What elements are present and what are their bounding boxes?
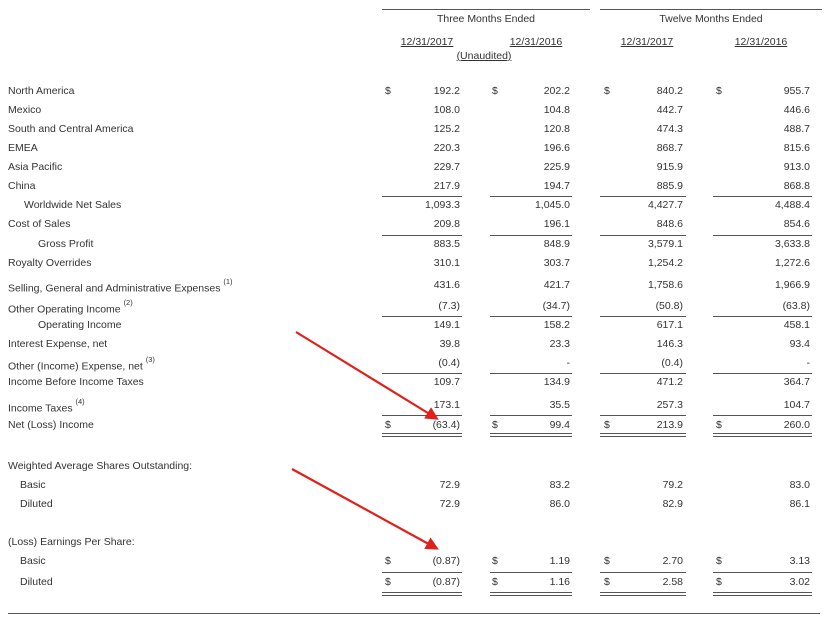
twelve-months-header: Twelve Months Ended xyxy=(659,13,763,25)
value-q4-2016: 1.19 xyxy=(549,555,570,567)
value-fy-2016: 1,966.9 xyxy=(774,279,810,291)
row-label-text: Income Before Income Taxes xyxy=(8,376,144,388)
row-label-text: Interest Expense, net xyxy=(8,338,108,350)
row-label-text: South and Central America xyxy=(8,123,134,135)
value-fy-2017: 82.9 xyxy=(662,498,683,510)
value-fy-2016: 86.1 xyxy=(789,498,810,510)
currency-symbol: $ xyxy=(716,419,722,431)
value-fy-2016: 104.7 xyxy=(783,399,810,411)
value-fy-2017: 915.9 xyxy=(656,161,683,173)
value-fy-2016: 3.02 xyxy=(789,576,810,588)
value-fy-2016: 868.8 xyxy=(783,180,810,192)
three-months-header: Three Months Ended xyxy=(436,13,536,25)
value-q4-2016: 83.2 xyxy=(549,479,570,491)
value-fy-2016: 815.6 xyxy=(783,142,810,154)
red-arrow-net-loss xyxy=(296,332,436,418)
value-q4-2017: 229.7 xyxy=(433,161,460,173)
row-label-text: Diluted xyxy=(20,576,53,588)
value-fy-2017: 4,427.7 xyxy=(647,199,683,211)
value-q4-2017: 173.1 xyxy=(433,399,460,411)
value-fy-2017: 442.7 xyxy=(656,104,683,116)
row-label-text: Diluted xyxy=(20,498,53,510)
value-q4-2017: (0.87) xyxy=(432,555,460,567)
value-fy-2016: 955.7 xyxy=(783,85,810,97)
row-label-text: Gross Profit xyxy=(38,238,94,250)
value-q4-2017: 109.7 xyxy=(433,376,460,388)
value-q4-2016: - xyxy=(566,357,570,369)
value-fy-2016: 3.13 xyxy=(789,555,810,567)
row-label-text: Mexico xyxy=(8,104,42,116)
value-fy-2017: 848.6 xyxy=(656,218,683,230)
value-q4-2016: 1.16 xyxy=(549,576,570,588)
date-header-1: 12/31/2017 xyxy=(400,36,454,48)
value-fy-2017: (0.4) xyxy=(661,357,683,369)
currency-symbol: $ xyxy=(385,419,391,431)
value-q4-2016: 225.9 xyxy=(543,161,570,173)
date-header-3: 12/31/2017 xyxy=(620,36,674,48)
row-label-text: Other (Income) Expense, net xyxy=(8,360,143,373)
currency-symbol: $ xyxy=(492,576,498,588)
value-q4-2016: 158.2 xyxy=(543,319,570,331)
date-header-2: 12/31/2016 xyxy=(509,36,563,48)
currency-symbol: $ xyxy=(604,576,610,588)
value-fy-2016: 913.0 xyxy=(783,161,810,173)
currency-symbol: $ xyxy=(716,555,722,567)
value-fy-2017: 474.3 xyxy=(656,123,683,135)
value-q4-2017: (0.4) xyxy=(438,357,460,369)
row-label-text: North America xyxy=(8,85,75,97)
value-q4-2016: 194.7 xyxy=(543,180,570,192)
value-fy-2017: 2.70 xyxy=(662,555,683,567)
value-fy-2016: 4,488.4 xyxy=(774,199,810,211)
row-label-text: Other Operating Income xyxy=(8,303,121,316)
unaudited-label: (Unaudited) xyxy=(456,50,512,62)
currency-symbol: $ xyxy=(385,85,391,97)
value-fy-2016: 364.7 xyxy=(783,376,810,388)
row-label-text: Royalty Overrides xyxy=(8,257,92,269)
value-q4-2016: 104.8 xyxy=(543,104,570,116)
value-q4-2016: 303.7 xyxy=(543,257,570,269)
value-fy-2016: (63.8) xyxy=(782,300,810,312)
value-q4-2017: (0.87) xyxy=(432,576,460,588)
value-q4-2016: 99.4 xyxy=(549,419,570,431)
value-fy-2016: 446.6 xyxy=(783,104,810,116)
currency-symbol: $ xyxy=(385,576,391,588)
value-q4-2016: 848.9 xyxy=(543,238,570,250)
row-label-text: (Loss) Earnings Per Share: xyxy=(8,536,135,548)
value-q4-2017: 108.0 xyxy=(433,104,460,116)
value-fy-2017: 146.3 xyxy=(656,338,683,350)
currency-symbol: $ xyxy=(716,576,722,588)
value-q4-2017: 1,093.3 xyxy=(424,199,460,211)
currency-symbol: $ xyxy=(492,419,498,431)
value-q4-2016: 35.5 xyxy=(549,399,570,411)
value-q4-2016: 202.2 xyxy=(543,85,570,97)
value-q4-2016: 196.1 xyxy=(543,218,570,230)
row-label-text: Income Taxes xyxy=(8,402,73,415)
row-label-text: Worldwide Net Sales xyxy=(24,199,122,211)
currency-symbol: $ xyxy=(604,555,610,567)
value-fy-2017: 257.3 xyxy=(656,399,683,411)
value-fy-2016: 260.0 xyxy=(783,419,810,431)
value-fy-2017: 3,579.1 xyxy=(647,238,683,250)
value-fy-2017: 617.1 xyxy=(656,319,683,331)
value-q4-2017: 192.2 xyxy=(433,85,460,97)
value-q4-2017: 217.9 xyxy=(433,180,460,192)
currency-symbol: $ xyxy=(492,555,498,567)
value-fy-2017: 868.7 xyxy=(656,142,683,154)
value-fy-2017: 2.58 xyxy=(662,576,683,588)
value-q4-2017: 220.3 xyxy=(433,142,460,154)
row-label-text: Operating Income xyxy=(38,319,122,331)
value-fy-2017: 1,254.2 xyxy=(647,257,683,269)
value-q4-2017: (7.3) xyxy=(438,300,460,312)
currency-symbol: $ xyxy=(716,85,722,97)
value-q4-2017: 72.9 xyxy=(439,498,460,510)
value-q4-2017: 883.5 xyxy=(433,238,460,250)
value-fy-2017: 471.2 xyxy=(656,376,683,388)
value-q4-2017: 209.8 xyxy=(433,218,460,230)
row-label-text: Basic xyxy=(20,555,46,567)
currency-symbol: $ xyxy=(604,419,610,431)
footnote-marker: (4) xyxy=(75,397,85,406)
row-label-text: Basic xyxy=(20,479,46,491)
currency-symbol: $ xyxy=(492,85,498,97)
row-label-text: EMEA xyxy=(8,142,38,154)
row-label-text: China xyxy=(8,180,36,192)
value-q4-2016: (34.7) xyxy=(542,300,570,312)
value-fy-2016: 488.7 xyxy=(783,123,810,135)
value-q4-2016: 134.9 xyxy=(543,376,570,388)
value-fy-2017: 213.9 xyxy=(656,419,683,431)
value-q4-2016: 23.3 xyxy=(549,338,570,350)
value-fy-2016: 1,272.6 xyxy=(774,257,810,269)
value-q4-2017: (63.4) xyxy=(432,419,460,431)
value-q4-2016: 120.8 xyxy=(543,123,570,135)
currency-symbol: $ xyxy=(604,85,610,97)
value-fy-2016: - xyxy=(806,357,810,369)
value-fy-2016: 854.6 xyxy=(783,218,810,230)
value-fy-2017: 1,758.6 xyxy=(647,279,683,291)
currency-symbol: $ xyxy=(385,555,391,567)
value-fy-2016: 458.1 xyxy=(783,319,810,331)
value-q4-2016: 196.6 xyxy=(543,142,570,154)
value-q4-2017: 39.8 xyxy=(439,338,460,350)
row-label-text: Cost of Sales xyxy=(8,218,71,230)
row-label-text: Weighted Average Shares Outstanding: xyxy=(8,460,193,472)
value-q4-2016: 86.0 xyxy=(549,498,570,510)
value-q4-2017: 149.1 xyxy=(433,319,460,331)
footnote-marker: (3) xyxy=(145,355,155,364)
value-fy-2017: 840.2 xyxy=(656,85,683,97)
footnote-marker: (2) xyxy=(123,298,133,307)
row-label-text: Asia Pacific xyxy=(8,161,63,173)
value-fy-2016: 93.4 xyxy=(789,338,810,350)
value-q4-2017: 125.2 xyxy=(433,123,460,135)
value-q4-2017: 310.1 xyxy=(433,257,460,269)
value-fy-2016: 83.0 xyxy=(789,479,810,491)
value-fy-2017: (50.8) xyxy=(655,300,683,312)
value-q4-2016: 421.7 xyxy=(543,279,570,291)
row-label-text: Net (Loss) Income xyxy=(8,419,94,431)
date-header-4: 12/31/2016 xyxy=(734,36,788,48)
value-fy-2017: 885.9 xyxy=(656,180,683,192)
row-label-text: Selling, General and Administrative Expenses xyxy=(8,282,221,295)
value-fy-2017: 79.2 xyxy=(662,479,683,491)
value-q4-2016: 1,045.0 xyxy=(534,199,570,211)
red-arrow-loss-per-share xyxy=(292,469,436,548)
footnote-marker: (1) xyxy=(223,277,233,286)
value-q4-2017: 431.6 xyxy=(433,279,460,291)
value-fy-2016: 3,633.8 xyxy=(774,238,810,250)
value-q4-2017: 72.9 xyxy=(439,479,460,491)
